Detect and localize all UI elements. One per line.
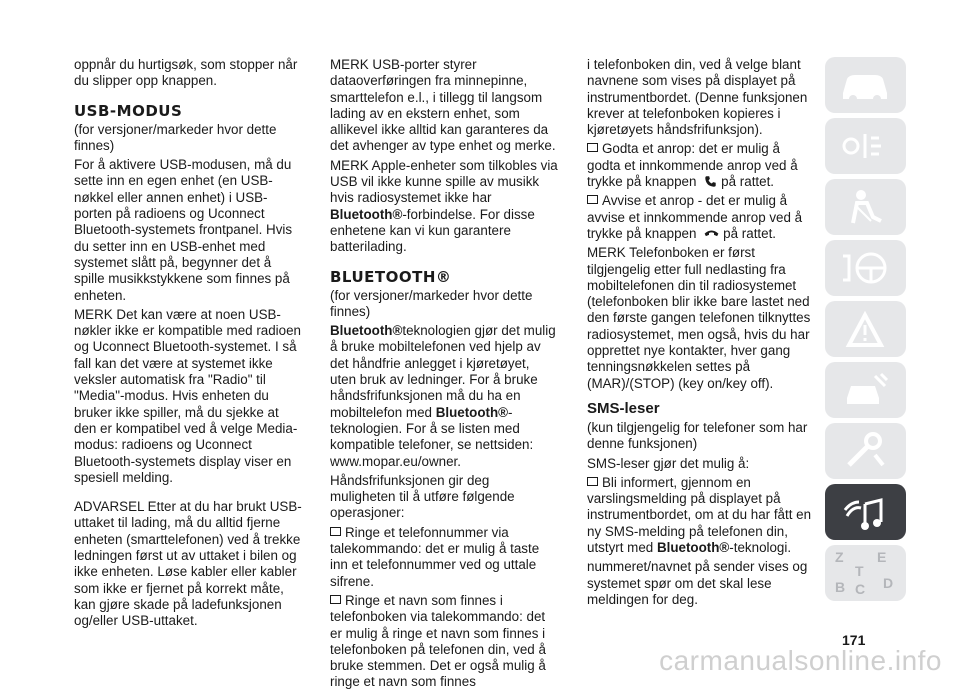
- bullet-box-icon: [587, 195, 598, 204]
- tab-letter: E: [877, 549, 887, 565]
- maintenance-car-icon: [835, 368, 895, 412]
- warning-triangle-icon: [835, 307, 895, 351]
- steering-key-icon: [835, 246, 895, 290]
- bullet-box-icon: [330, 527, 341, 536]
- paragraph: Bluetooth®teknologien gjør det mulig å bruke mobiltelefonen ved hjelp av det håndfrie anlegget i kjøretøyet, uten bruk av ledninger. For å bruke håndsfrifunksjonen må du ha en mobiltelefon med Bluetooth®-teknologien. For å se listen med kompatible telefoner, se nettsiden: www.mopar.eu/owner.: [330, 323, 556, 469]
- tab-letter: Z: [835, 549, 844, 565]
- watermark: carmanualsonline.info: [659, 645, 942, 676]
- car-icon: [835, 63, 895, 107]
- note-paragraph: MERK Apple-enheter som tilkobles via USB vil ikke kunne spille av musikk hvis radiosystemet ikke har Bluetooth®-forbindelse. For disse enhetene kan vi kun garantere batterilading.: [330, 157, 558, 255]
- chapter-tab-strip: [825, 57, 906, 606]
- bullet-box-icon: [330, 595, 341, 604]
- paragraph: i telefonboken din, ved å velge blant navnene som vises på displayet på instrumentbordet. (Denne funksjonen krever at telefonboken kopieres i kjøretøyets håndsfrifunksjon).: [587, 57, 808, 138]
- chapter-tab-technical[interactable]: [825, 423, 906, 479]
- warning-paragraph: ADVARSEL Etter at du har brukt USB-uttaket til lading, må du alltid fjerne enheten (smarttelefonen) ved å trekke ledningen først ut av uttaket i bilen og ikke enheten. Løse kabler eller kabler som ikke er fjernet på korrekt måte, kan gjøre skade på ladefunksjonen og/eller USB-uttaket.: [74, 499, 302, 629]
- text-column-1: [74, 57, 302, 633]
- paragraph: For å aktivere USB-modusen, må du sette inn en egen enhet (en USB-nøkkel eller annen enhet) i USB-porten på radioens og Uconnect Bluetooth-systemets frontpanel. Hvis du setter inn en USB-enhet med systemet slått på, begynner det å spille musikkstykkene som finnes på enheten.: [74, 157, 293, 303]
- note-paragraph: MERK USB-porter styrer dataoverføringen fra minnepinne, smarttelefon e.l., i tillegg til langsom lading av en ekstern enhet, som allikevel ikke alltid kan garanteres da det avhenger av type enhet og merke.: [330, 57, 556, 154]
- heading-bluetooth: BLUETOOTH®: [330, 267, 452, 286]
- bullet-item: Ringe et telefonnummer via talekommando: det er mulig å taste inn et telefonnummer ved og uttale sifrene.: [330, 524, 540, 589]
- bullet-box-icon: [587, 477, 598, 486]
- paragraph: (for versjoner/markeder hvor dette finnes): [330, 287, 533, 319]
- tab-letter: T: [855, 563, 864, 579]
- chapter-tab-emergency[interactable]: [825, 301, 906, 357]
- bullet-item: Avvise et anrop - det er mulig å avvise et innkommende anrop ved å trykke på knappen på rattet.: [587, 193, 803, 241]
- bullet-item: Godta et anrop: det er mulig å godta et innkommende anrop ved å trykke på knappen på rattet.: [587, 141, 798, 190]
- dashboard-lights-icon: [835, 124, 895, 168]
- chapter-tab-car[interactable]: [825, 57, 906, 113]
- note-paragraph: MERK Telefonboken er først tilgjengelig etter full nedlasting fra mobiltelefonen din til radiosystemet (telefonboken blir ikke bare lastet ned den første gangen telefonen tilknyttes radiosystemet, men også, hvis du har opprettet nye kontakter, hver gang tenningsnøkkelen settes på (MAR)/(STOP) (key on/key off).: [587, 245, 811, 391]
- chapter-tab-index[interactable]: [825, 545, 906, 601]
- paragraph: SMS-leser gjør det mulig å:: [587, 455, 750, 471]
- tab-letter: D: [883, 575, 894, 591]
- paragraph: (kun tilgjengelig for telefoner som har denne funksjonen): [587, 419, 808, 452]
- bullet-item: Bli informert, gjennom en varslingsmelding på displayet på instrumentbordet, om at du har fått en ny SMS-melding på telefonen din, utstyrt med Bluetooth®-teknologi.: [587, 474, 812, 556]
- tab-letter: B: [835, 579, 846, 595]
- bullet-item: Ringe et navn som finnes i telefonboken via talekommando: det er mulig å ringe et navn som finnes i telefonboken på telefonen din, ved å bruke stemmen. Det er også mulig å ringe et navn som finnes: [330, 592, 546, 690]
- paragraph: (for versjoner/markeder hvor dette finnes): [74, 121, 277, 153]
- phone-reject-icon: [704, 228, 719, 238]
- heading-usb-mode: USB-MODUS: [74, 101, 183, 120]
- wrench-icon: [835, 429, 895, 473]
- paragraph: oppnår du hurtigsøk, som stopper når du slipper opp knappen.: [74, 57, 298, 89]
- page-number: 171: [842, 632, 866, 648]
- paragraph: nummeret/navnet på sender vises og systemet spør om det skal lese meldingen for deg.: [587, 559, 808, 607]
- heading-sms-reader: SMS-leser: [587, 399, 660, 417]
- text-column-3: [587, 57, 815, 611]
- multimedia-icon: [835, 490, 895, 534]
- chapter-tab-safety[interactable]: [825, 179, 906, 235]
- chapter-tab-driving[interactable]: [825, 240, 906, 296]
- phone-accept-icon: [704, 175, 717, 188]
- text-column-2: [330, 57, 558, 694]
- tab-letter: C: [855, 581, 866, 597]
- note-paragraph: MERK Det kan være at noen USB-nøkler ikke er kompatible med radioen og Uconnect Bluetooth-systemet. I så fall kan det være at systemet ikke veksler automatisk fra "Radio" til "Media"-modus. Hvis enheten du bruker ikke spiller, må du sjekke at den er kompatibel ved å velge Media-modus: radioens og Uconnect Bluetooth-systemets display viser en spesiell melding.: [74, 306, 302, 485]
- chapter-tab-maintenance[interactable]: [825, 362, 906, 418]
- bullet-box-icon: [587, 143, 598, 152]
- chapter-tab-multimedia[interactable]: [825, 484, 906, 540]
- airbag-seat-icon: [835, 185, 895, 229]
- chapter-tab-dashboard[interactable]: [825, 118, 906, 174]
- paragraph: Håndsfrifunksjonen gir deg muligheten til å utføre følgende operasjoner:: [330, 472, 515, 521]
